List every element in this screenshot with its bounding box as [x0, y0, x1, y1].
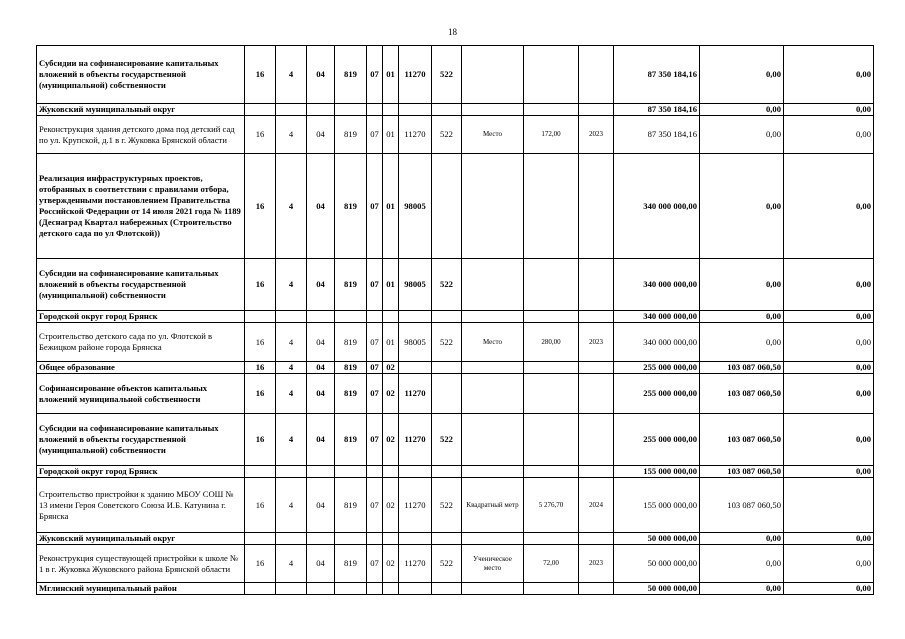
unit-cell — [462, 154, 524, 259]
code-cell — [399, 466, 432, 478]
table-row — [37, 374, 874, 414]
code-cell: 522 — [432, 478, 462, 533]
table-row — [37, 583, 874, 595]
code-cell: 11270 — [399, 374, 432, 414]
unit-cell: Место — [462, 323, 524, 362]
year-cell — [579, 311, 614, 323]
row-name: Субсидии на софинансирование капитальных вложений в объекты государственной (муниципальной) собственности — [37, 259, 245, 311]
amount-cell: 0,00 — [784, 323, 874, 362]
amount-cell: 155 000 000,00 — [614, 478, 700, 533]
row-name: Городской округ город Брянск — [37, 466, 245, 478]
quantity-cell — [524, 362, 579, 374]
amount-cell: 0,00 — [784, 533, 874, 545]
code-cell: 819 — [335, 46, 367, 104]
amount-cell: 103 087 060,50 — [700, 362, 784, 374]
year-cell — [579, 414, 614, 466]
code-cell — [432, 583, 462, 595]
amount-cell: 155 000 000,00 — [614, 466, 700, 478]
code-cell: 819 — [335, 362, 367, 374]
code-cell — [307, 311, 335, 323]
year-cell — [579, 104, 614, 116]
amount-cell: 0,00 — [784, 414, 874, 466]
quantity-cell — [524, 533, 579, 545]
unit-cell — [462, 374, 524, 414]
code-cell: 02 — [383, 374, 399, 414]
code-cell: 4 — [276, 414, 307, 466]
code-cell: 01 — [383, 154, 399, 259]
code-cell: 11270 — [399, 545, 432, 583]
quantity-cell: 172,00 — [524, 116, 579, 154]
amount-cell — [784, 478, 874, 533]
year-cell — [579, 374, 614, 414]
code-cell — [367, 583, 383, 595]
code-cell — [307, 104, 335, 116]
table-row — [37, 545, 874, 583]
code-cell: 04 — [307, 154, 335, 259]
table-row — [37, 533, 874, 545]
code-cell — [399, 362, 432, 374]
year-cell — [579, 533, 614, 545]
year-cell — [579, 259, 614, 311]
code-cell — [383, 533, 399, 545]
amount-cell: 103 087 060,50 — [700, 414, 784, 466]
row-name: Реализация инфраструктурных проектов, отобранных в соответствии с правилами отбора, утвержденными постановлением Правительства Российской Федерации от 14 июля 2021 года № 1189 (Деснаград Квартал набережных (Строительство детского сада по ул Флотской)) — [37, 154, 245, 259]
year-cell — [579, 583, 614, 595]
code-cell: 11270 — [399, 46, 432, 104]
code-cell: 04 — [307, 46, 335, 104]
code-cell — [432, 154, 462, 259]
amount-cell: 50 000 000,00 — [614, 583, 700, 595]
year-cell: 2023 — [579, 545, 614, 583]
code-cell: 4 — [276, 116, 307, 154]
code-cell: 4 — [276, 374, 307, 414]
amount-cell: 103 087 060,50 — [700, 466, 784, 478]
code-cell: 07 — [367, 259, 383, 311]
quantity-cell — [524, 46, 579, 104]
amount-cell: 103 087 060,50 — [700, 478, 784, 533]
code-cell: 819 — [335, 323, 367, 362]
unit-cell — [462, 414, 524, 466]
amount-cell: 340 000 000,00 — [614, 259, 700, 311]
table-row — [37, 116, 874, 154]
amount-cell: 0,00 — [700, 583, 784, 595]
code-cell: 522 — [432, 116, 462, 154]
page-number: 18 — [448, 27, 457, 37]
code-cell: 04 — [307, 545, 335, 583]
code-cell — [432, 311, 462, 323]
quantity-cell — [524, 414, 579, 466]
quantity-cell — [524, 374, 579, 414]
row-name: Строительство детского сада по ул. Флотской в Бежицком районе города Брянска — [37, 323, 245, 362]
code-cell — [399, 533, 432, 545]
year-cell: 2023 — [579, 323, 614, 362]
code-cell: 4 — [276, 323, 307, 362]
year-cell — [579, 362, 614, 374]
code-cell — [276, 311, 307, 323]
code-cell — [367, 533, 383, 545]
table-row — [37, 104, 874, 116]
row-name: Строительство пристройки к зданию МБОУ СОШ № 13 имени Героя Советского Союза И.Б. Катунина г. Брянска — [37, 478, 245, 533]
code-cell — [307, 533, 335, 545]
code-cell — [383, 104, 399, 116]
amount-cell: 340 000 000,00 — [614, 323, 700, 362]
code-cell — [335, 533, 367, 545]
row-name: Реконструкция существующей пристройки к школе № 1 в г. Жуковка Жуковского района Брянской области — [37, 545, 245, 583]
amount-cell: 0,00 — [700, 46, 784, 104]
unit-cell: Квадратный метр — [462, 478, 524, 533]
code-cell: 819 — [335, 478, 367, 533]
amount-cell: 0,00 — [784, 374, 874, 414]
amount-cell: 255 000 000,00 — [614, 374, 700, 414]
amount-cell: 340 000 000,00 — [614, 311, 700, 323]
code-cell — [432, 104, 462, 116]
code-cell: 07 — [367, 323, 383, 362]
code-cell: 04 — [307, 323, 335, 362]
row-name: Общее образование — [37, 362, 245, 374]
unit-cell — [462, 104, 524, 116]
amount-cell: 0,00 — [784, 362, 874, 374]
row-name: Субсидии на софинансирование капитальных вложений в объекты государственной (муниципальной) собственности — [37, 414, 245, 466]
code-cell: 04 — [307, 374, 335, 414]
code-cell: 819 — [335, 374, 367, 414]
code-cell: 01 — [383, 259, 399, 311]
quantity-cell: 5 276,70 — [524, 478, 579, 533]
amount-cell: 87 350 184,16 — [614, 46, 700, 104]
unit-cell — [462, 362, 524, 374]
amount-cell: 0,00 — [700, 154, 784, 259]
code-cell: 01 — [383, 46, 399, 104]
code-cell: 07 — [367, 154, 383, 259]
quantity-cell — [524, 311, 579, 323]
code-cell: 819 — [335, 116, 367, 154]
code-cell — [276, 533, 307, 545]
code-cell: 16 — [245, 46, 276, 104]
amount-cell: 50 000 000,00 — [614, 533, 700, 545]
code-cell: 522 — [432, 323, 462, 362]
unit-cell — [462, 311, 524, 323]
code-cell — [245, 104, 276, 116]
row-name: Субсидии на софинансирование капитальных вложений в объекты государственной (муниципальной) собственности — [37, 46, 245, 104]
unit-cell — [462, 46, 524, 104]
amount-cell: 0,00 — [700, 104, 784, 116]
amount-cell: 0,00 — [784, 154, 874, 259]
row-name: Городской округ город Брянск — [37, 311, 245, 323]
budget-table — [36, 45, 874, 595]
unit-cell — [462, 533, 524, 545]
amount-cell: 0,00 — [700, 311, 784, 323]
code-cell: 819 — [335, 154, 367, 259]
row-name: Мглинский муниципальный район — [37, 583, 245, 595]
code-cell: 16 — [245, 374, 276, 414]
code-cell: 07 — [367, 414, 383, 466]
code-cell — [367, 466, 383, 478]
code-cell — [276, 466, 307, 478]
code-cell — [399, 311, 432, 323]
quantity-cell: 280,00 — [524, 323, 579, 362]
code-cell: 16 — [245, 478, 276, 533]
code-cell: 01 — [383, 323, 399, 362]
code-cell: 04 — [307, 259, 335, 311]
quantity-cell — [524, 154, 579, 259]
code-cell: 522 — [432, 259, 462, 311]
code-cell: 16 — [245, 154, 276, 259]
amount-cell: 87 350 184,16 — [614, 104, 700, 116]
amount-cell: 0,00 — [784, 466, 874, 478]
unit-cell: Место — [462, 116, 524, 154]
amount-cell: 0,00 — [784, 311, 874, 323]
code-cell: 16 — [245, 259, 276, 311]
code-cell: 4 — [276, 46, 307, 104]
code-cell: 16 — [245, 116, 276, 154]
amount-cell: 340 000 000,00 — [614, 154, 700, 259]
code-cell: 04 — [307, 362, 335, 374]
table-row — [37, 323, 874, 362]
code-cell: 98005 — [399, 154, 432, 259]
code-cell: 07 — [367, 478, 383, 533]
amount-cell: 0,00 — [784, 104, 874, 116]
row-name: Реконструкция здания детского дома под детский сад по ул. Крупской, д.1 в г. Жуковка Брянской области — [37, 116, 245, 154]
code-cell: 07 — [367, 362, 383, 374]
code-cell: 522 — [432, 414, 462, 466]
amount-cell: 0,00 — [784, 116, 874, 154]
year-cell — [579, 466, 614, 478]
code-cell — [245, 466, 276, 478]
code-cell — [432, 374, 462, 414]
amount-cell: 0,00 — [784, 583, 874, 595]
code-cell: 11270 — [399, 116, 432, 154]
row-name: Жуковский муниципальный округ — [37, 104, 245, 116]
code-cell — [432, 362, 462, 374]
code-cell — [367, 311, 383, 323]
code-cell — [335, 466, 367, 478]
code-cell: 02 — [383, 478, 399, 533]
code-cell: 4 — [276, 154, 307, 259]
amount-cell: 87 350 184,16 — [614, 116, 700, 154]
table-row — [37, 478, 874, 533]
table-row — [37, 466, 874, 478]
table-row — [37, 414, 874, 466]
table-row — [37, 46, 874, 104]
table-row — [37, 311, 874, 323]
year-cell — [579, 154, 614, 259]
code-cell — [399, 583, 432, 595]
quantity-cell — [524, 259, 579, 311]
code-cell: 4 — [276, 478, 307, 533]
amount-cell: 0,00 — [700, 116, 784, 154]
code-cell — [335, 104, 367, 116]
code-cell — [383, 583, 399, 595]
code-cell: 02 — [383, 414, 399, 466]
code-cell: 4 — [276, 545, 307, 583]
code-cell: 04 — [307, 478, 335, 533]
amount-cell: 0,00 — [700, 545, 784, 583]
amount-cell: 0,00 — [700, 259, 784, 311]
code-cell: 819 — [335, 545, 367, 583]
amount-cell: 0,00 — [784, 259, 874, 311]
code-cell: 4 — [276, 362, 307, 374]
code-cell — [276, 583, 307, 595]
amount-cell: 0,00 — [784, 545, 874, 583]
code-cell: 11270 — [399, 414, 432, 466]
code-cell: 04 — [307, 414, 335, 466]
amount-cell: 103 087 060,50 — [700, 374, 784, 414]
code-cell: 16 — [245, 323, 276, 362]
code-cell — [383, 311, 399, 323]
code-cell: 02 — [383, 545, 399, 583]
code-cell: 98005 — [399, 259, 432, 311]
code-cell — [307, 583, 335, 595]
code-cell: 07 — [367, 46, 383, 104]
unit-cell: Ученическое место — [462, 545, 524, 583]
code-cell — [399, 104, 432, 116]
code-cell — [245, 311, 276, 323]
year-cell: 2023 — [579, 116, 614, 154]
table-row — [37, 362, 874, 374]
code-cell: 02 — [383, 362, 399, 374]
code-cell: 16 — [245, 545, 276, 583]
amount-cell: 255 000 000,00 — [614, 362, 700, 374]
code-cell: 16 — [245, 414, 276, 466]
table-row — [37, 154, 874, 259]
row-name: Жуковский муниципальный округ — [37, 533, 245, 545]
code-cell: 04 — [307, 116, 335, 154]
year-cell — [579, 46, 614, 104]
code-cell: 819 — [335, 259, 367, 311]
year-cell: 2024 — [579, 478, 614, 533]
table-row — [37, 259, 874, 311]
amount-cell: 0,00 — [700, 533, 784, 545]
unit-cell — [462, 583, 524, 595]
code-cell — [245, 533, 276, 545]
amount-cell: 255 000 000,00 — [614, 414, 700, 466]
quantity-cell — [524, 104, 579, 116]
code-cell — [335, 583, 367, 595]
code-cell: 4 — [276, 259, 307, 311]
unit-cell — [462, 466, 524, 478]
quantity-cell — [524, 583, 579, 595]
code-cell — [335, 311, 367, 323]
code-cell — [383, 466, 399, 478]
code-cell: 98005 — [399, 323, 432, 362]
amount-cell: 50 000 000,00 — [614, 545, 700, 583]
unit-cell — [462, 259, 524, 311]
code-cell — [245, 583, 276, 595]
code-cell: 522 — [432, 545, 462, 583]
code-cell: 16 — [245, 362, 276, 374]
code-cell — [367, 104, 383, 116]
row-name: Софинансирование объектов капитальных вложений муниципальной собственности — [37, 374, 245, 414]
code-cell: 522 — [432, 46, 462, 104]
code-cell: 819 — [335, 414, 367, 466]
code-cell — [432, 466, 462, 478]
code-cell: 07 — [367, 116, 383, 154]
amount-cell: 0,00 — [784, 46, 874, 104]
code-cell: 07 — [367, 545, 383, 583]
code-cell — [432, 533, 462, 545]
code-cell: 07 — [367, 374, 383, 414]
amount-cell: 0,00 — [700, 323, 784, 362]
code-cell: 01 — [383, 116, 399, 154]
quantity-cell: 72,00 — [524, 545, 579, 583]
code-cell — [307, 466, 335, 478]
quantity-cell — [524, 466, 579, 478]
code-cell — [276, 104, 307, 116]
code-cell: 11270 — [399, 478, 432, 533]
